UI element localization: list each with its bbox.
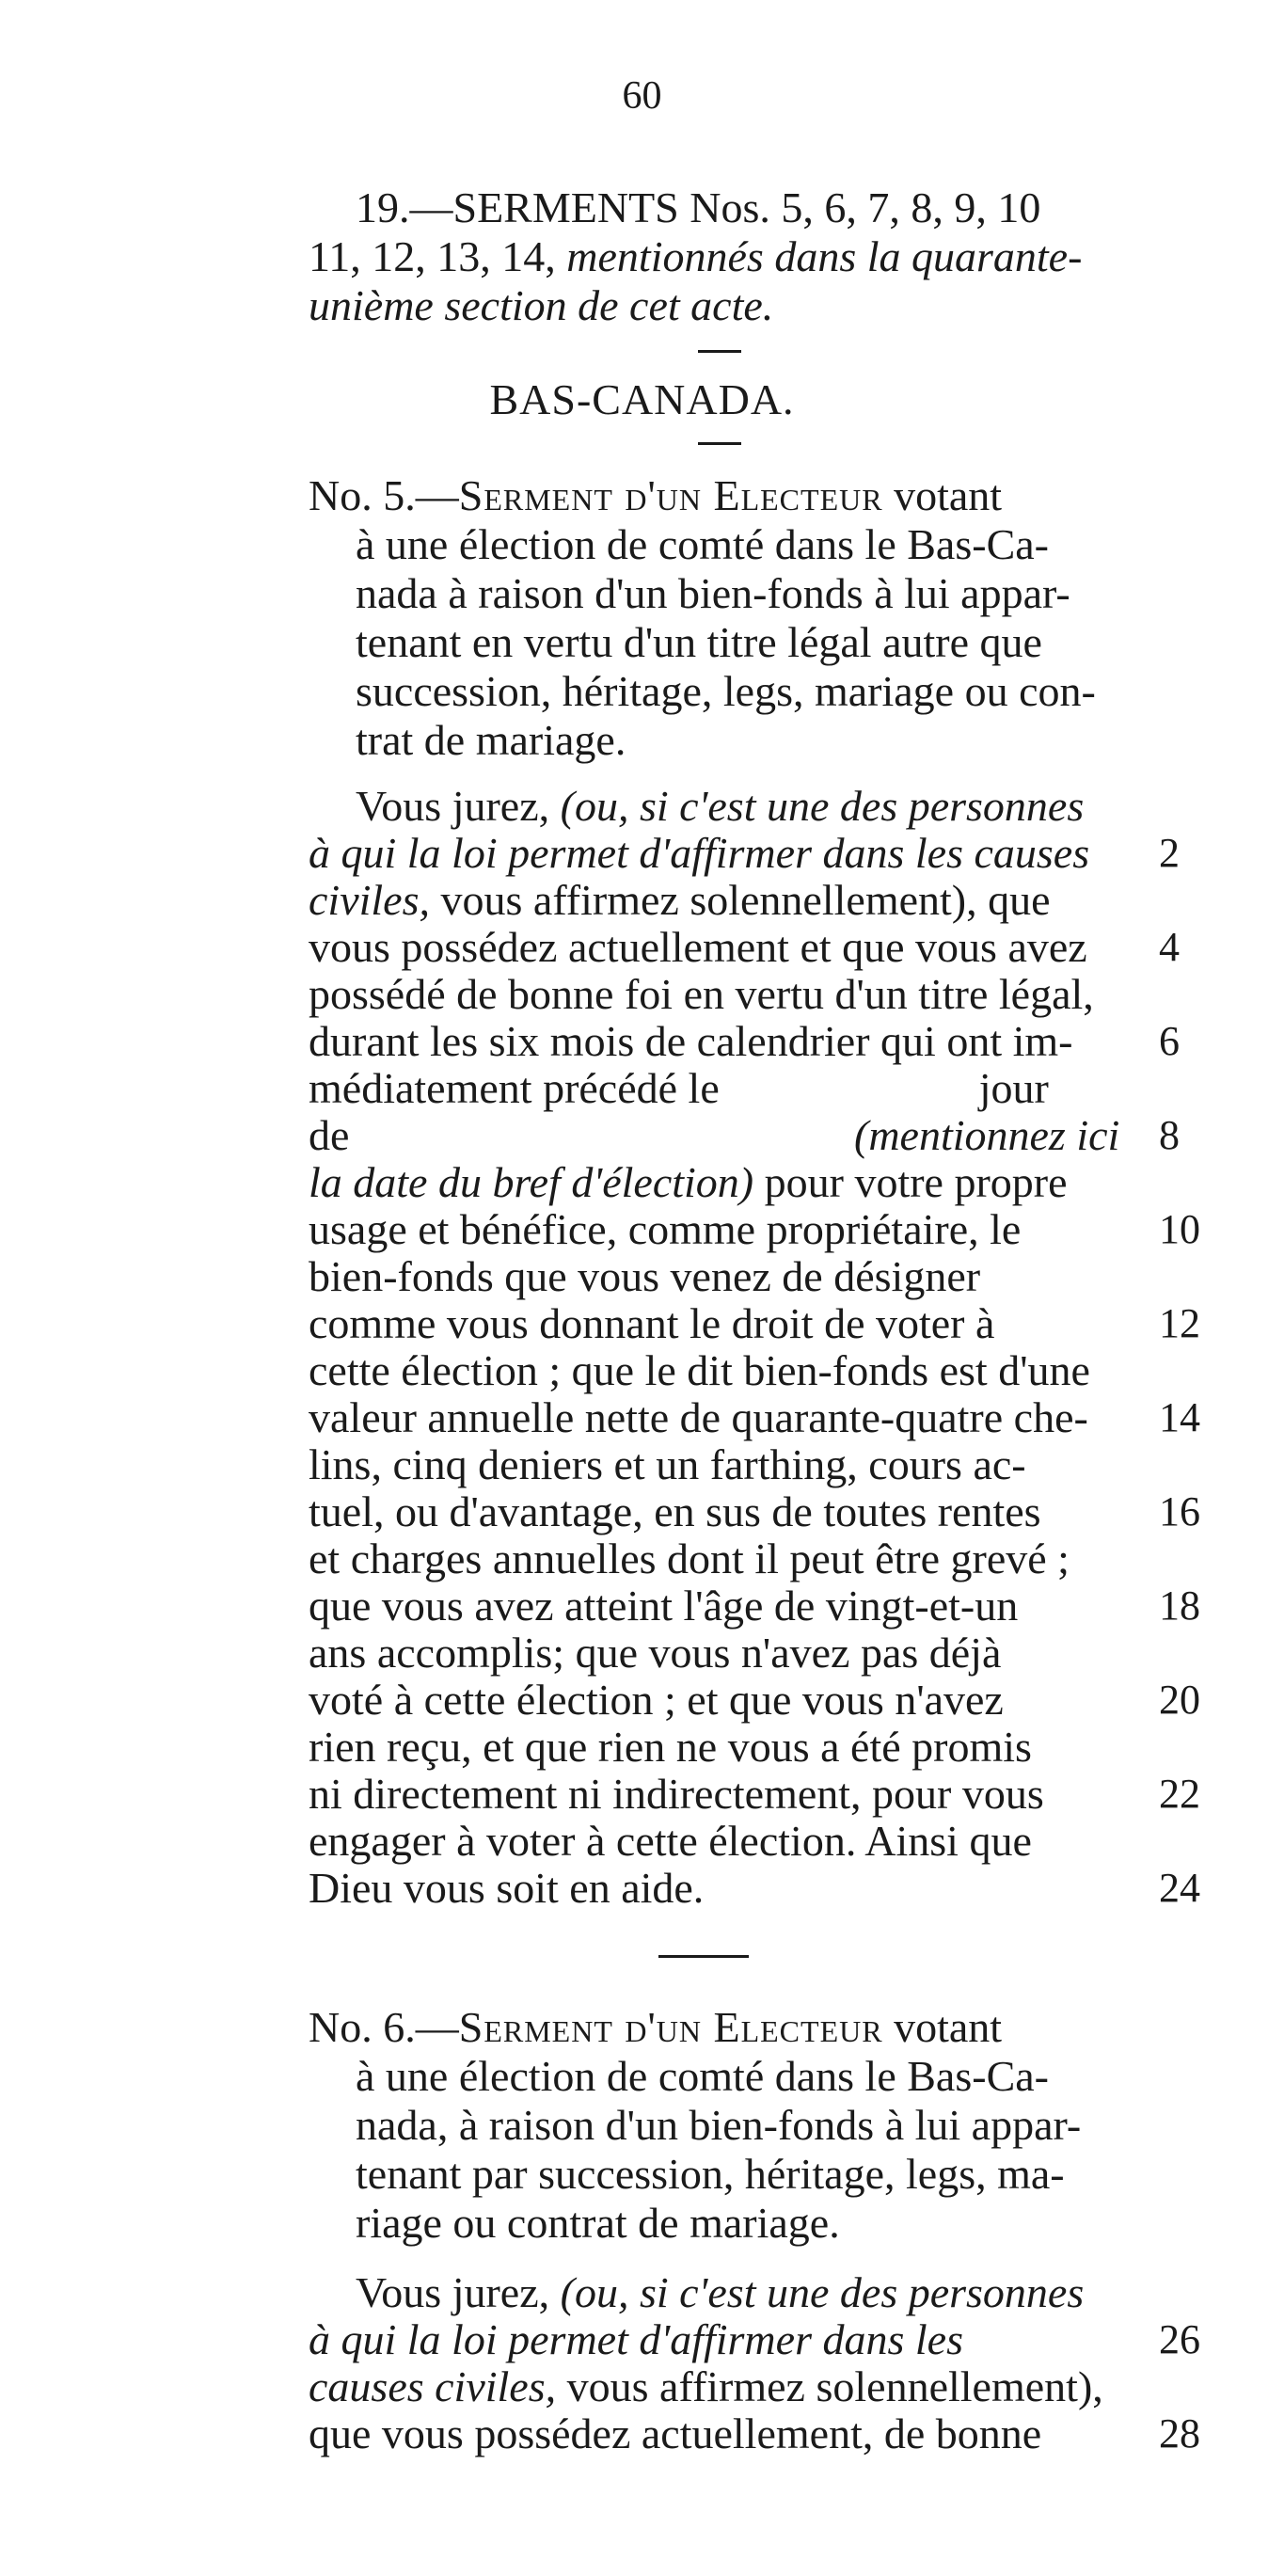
- oath6-body-line: [309, 2363, 1103, 2410]
- page-number: 60: [622, 74, 662, 118]
- line-number: 22: [1159, 1771, 1200, 1817]
- text-run: pour votre propre: [753, 1158, 1068, 1206]
- divider: [658, 1955, 749, 1958]
- oath5-body-line: que vous avez atteint l'âge de vingt-et-un: [309, 1582, 1019, 1630]
- line-number: 26: [1159, 2316, 1200, 2362]
- line-number: 16: [1159, 1488, 1200, 1534]
- text-italic: causes civiles,: [309, 2362, 557, 2410]
- oath5-body-line: Dieu vous soit en aide.: [309, 1864, 705, 1912]
- oath5-body-line: [356, 783, 1084, 830]
- oath6-title-line: riage ou contrat de mariage.: [356, 2199, 840, 2247]
- heading-line-1: 19.—SERMENTS Nos. 5, 6, 7, 8, 9, 10: [356, 183, 1041, 231]
- oath5-body-line: vous possédez actuellement et que vous avez: [309, 923, 1087, 971]
- oath6-title-rest: votant: [882, 2003, 1003, 2051]
- divider: [698, 442, 741, 445]
- divider: [698, 350, 741, 353]
- heading-line-3: [309, 282, 773, 329]
- oath5-number: No. 5.—: [309, 471, 459, 519]
- oath5-body-line: engager à voter à cette élection. Ainsi que: [309, 1817, 1032, 1865]
- oath5-body-line: possédé de bonne foi en vertu d'un titre légal,: [309, 970, 1094, 1018]
- line-number: 20: [1159, 1677, 1200, 1723]
- oath5-body-line: usage et bénéfice, comme propriétaire, le: [309, 1205, 1022, 1253]
- heading-numbers: 11, 12, 13, 14,: [309, 232, 567, 280]
- line-number: 8: [1159, 1112, 1180, 1158]
- oath5-body-line: [309, 1112, 349, 1159]
- oath5-title-rest: votant: [882, 471, 1003, 519]
- oath5-title-line: trat de mariage.: [356, 716, 626, 764]
- line-number: 6: [1159, 1018, 1180, 1064]
- section-title: BAS-CANADA.: [489, 375, 795, 423]
- oath5-body-line: cette élection ; que le dit bien-fonds est d'une: [309, 1346, 1090, 1394]
- oath6-title: [309, 2004, 1002, 2051]
- line-number: 28: [1159, 2410, 1200, 2457]
- oath5-body-line: bien-fonds que vous venez de désigner: [309, 1252, 981, 1300]
- text-italic: la date du bref d'élection): [309, 1158, 754, 1206]
- oath5-body-line: et charges annuelles dont il peut être grevé ;: [309, 1534, 1070, 1582]
- oath5-title-line: tenant en vertu d'un titre légal autre que: [356, 618, 1042, 666]
- text-italic: (ou, si c'est une des personnes: [560, 2268, 1085, 2316]
- text-run: Vous jurez,: [356, 2268, 561, 2316]
- oath5-body-line: [309, 1159, 1068, 1206]
- line-number: 12: [1159, 1300, 1200, 1346]
- oath5-body-line: médiatement précédé le jour: [309, 1064, 1049, 1112]
- oath5-body-line: [309, 830, 1089, 877]
- oath5-body-line: durant les six mois de calendrier qui ont im-: [309, 1017, 1073, 1065]
- oath5-body-line: ni directement ni indirectement, pour vous: [309, 1770, 1044, 1818]
- text-italic: à qui la loi permet d'affirmer dans les causes: [309, 829, 1090, 877]
- oath5-title-line: à une élection de comté dans le Bas-Ca-: [356, 520, 1049, 568]
- text-run: vous affirmez solennellement),: [556, 2362, 1103, 2410]
- text-italic: à qui la loi permet d'affirmer dans les: [309, 2315, 963, 2363]
- oath5-title-caps: Serment d'un Electeur: [458, 471, 883, 519]
- text-italic: (mentionnez ici: [854, 1111, 1120, 1159]
- text-run: Vous jurez,: [356, 782, 561, 830]
- oath6-number: No. 6.—: [309, 2003, 459, 2051]
- oath5-title: [309, 472, 1002, 519]
- text-italic: (ou, si c'est une des personnes: [560, 782, 1085, 830]
- text-run: de: [309, 1111, 350, 1159]
- oath5-body-line: valeur annuelle nette de quarante-quatre che-: [309, 1393, 1088, 1441]
- oath5-title-line: succession, héritage, legs, mariage ou con-: [356, 667, 1096, 715]
- oath5-body-line: tuel, ou d'avantage, en sus de toutes rentes: [309, 1487, 1041, 1535]
- line-number: 14: [1159, 1394, 1200, 1440]
- oath6-title-line: à une élection de comté dans le Bas-Ca-: [356, 2052, 1049, 2100]
- line-number: 4: [1159, 924, 1180, 970]
- oath5-body-line: rien reçu, et que rien ne vous a été promis: [309, 1723, 1032, 1771]
- heading-italic-end: unième section de cet acte.: [309, 281, 774, 329]
- oath5-title-line: nada à raison d'un bien-fonds à lui appar-: [356, 569, 1070, 617]
- oath5-body-line-right: [854, 1112, 1119, 1159]
- oath5-body-line: [309, 877, 1051, 924]
- oath5-body-line: voté à cette élection ; et que vous n'avez: [309, 1676, 1004, 1724]
- heading-line-2: [309, 233, 1082, 280]
- oath6-title-caps: Serment d'un Electeur: [458, 2003, 883, 2051]
- oath6-body-line: [356, 2269, 1084, 2316]
- line-number: 2: [1159, 830, 1180, 876]
- line-number: 18: [1159, 1582, 1200, 1629]
- text-run: vous affirmez solennellement), que: [430, 876, 1051, 924]
- oath5-body-line: lins, cinq deniers et un farthing, cours ac-: [309, 1440, 1026, 1488]
- oath6-body-line: [309, 2316, 963, 2363]
- oath6-title-line: tenant par succession, héritage, legs, ma-: [356, 2150, 1065, 2198]
- heading-italic: mentionnés dans la quarante-: [566, 232, 1083, 280]
- oath5-body-line: ans accomplis; que vous n'avez pas déjà: [309, 1629, 1002, 1677]
- oath6-body-line: que vous possédez actuellement, de bonne: [309, 2409, 1042, 2457]
- line-number: 24: [1159, 1865, 1200, 1911]
- oath5-body-line: comme vous donnant le droit de voter à: [309, 1299, 995, 1347]
- line-number: 10: [1159, 1206, 1200, 1252]
- oath6-title-line: nada, à raison d'un bien-fonds à lui appar-: [356, 2101, 1082, 2149]
- text-italic: civiles,: [309, 876, 430, 924]
